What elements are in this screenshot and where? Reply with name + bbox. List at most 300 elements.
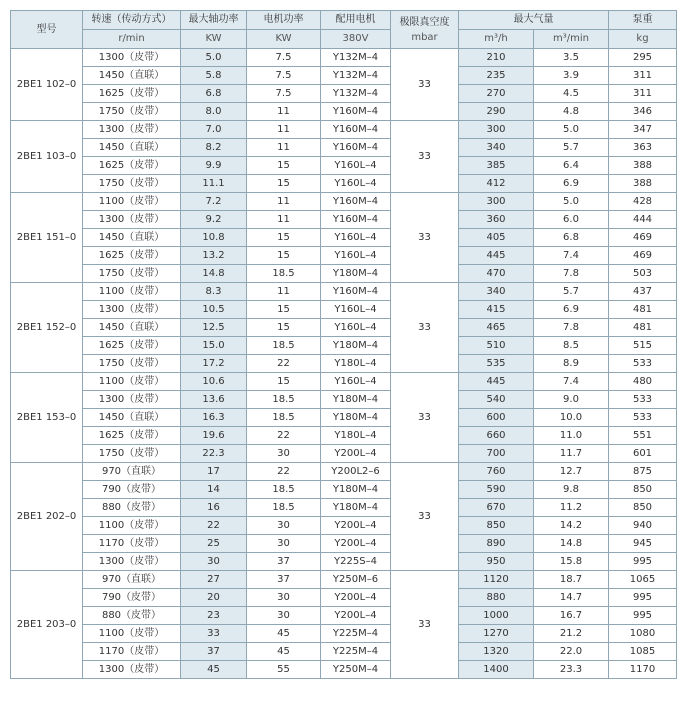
motor-model-cell: Y225S–4	[321, 553, 391, 571]
motor-model-cell: Y180L–4	[321, 427, 391, 445]
motor-model-cell: Y180M–4	[321, 337, 391, 355]
flow-min-cell: 23.3	[534, 661, 609, 679]
weight-cell: 995	[609, 589, 677, 607]
speed-cell: 790（皮带）	[83, 589, 181, 607]
flow-min-cell: 16.7	[534, 607, 609, 625]
header-speed: 转速（传动方式）	[83, 11, 181, 30]
motor-power-cell: 7.5	[247, 67, 321, 85]
motor-model-cell: Y132M–4	[321, 49, 391, 67]
motor-power-cell: 30	[247, 445, 321, 463]
model-cell: 2BE1 152–0	[11, 283, 83, 373]
motor-power-cell: 11	[247, 121, 321, 139]
shaft-power-cell: 14.8	[181, 265, 247, 283]
speed-cell: 1750（皮带）	[83, 103, 181, 121]
speed-cell: 1750（皮带）	[83, 175, 181, 193]
motor-power-cell: 22	[247, 355, 321, 373]
motor-model-cell: Y250M–4	[321, 661, 391, 679]
flow-h-cell: 590	[459, 481, 534, 499]
motor-power-cell: 15	[247, 247, 321, 265]
flow-min-cell: 11.7	[534, 445, 609, 463]
shaft-power-cell: 33	[181, 625, 247, 643]
motor-model-cell: Y160M–4	[321, 121, 391, 139]
flow-h-cell: 270	[459, 85, 534, 103]
table-row	[11, 157, 677, 175]
vacuum-cell: 33	[391, 373, 459, 463]
table-row	[11, 337, 677, 355]
motor-model-cell: Y180M–4	[321, 499, 391, 517]
motor-model-cell: Y180M–4	[321, 265, 391, 283]
shaft-power-cell: 8.0	[181, 103, 247, 121]
motor-power-cell: 30	[247, 535, 321, 553]
speed-cell: 1450（直联）	[83, 139, 181, 157]
shaft-power-cell: 9.9	[181, 157, 247, 175]
flow-min-cell: 5.7	[534, 139, 609, 157]
motor-power-cell: 15	[247, 373, 321, 391]
motor-power-cell: 18.5	[247, 481, 321, 499]
flow-min-cell: 21.2	[534, 625, 609, 643]
weight-cell: 875	[609, 463, 677, 481]
flow-h-cell: 412	[459, 175, 534, 193]
motor-model-cell: Y160L–4	[321, 157, 391, 175]
spec-table-container	[10, 10, 677, 679]
table-row	[11, 463, 677, 481]
motor-model-cell: Y200L–4	[321, 445, 391, 463]
weight-cell: 363	[609, 139, 677, 157]
flow-min-cell: 7.8	[534, 319, 609, 337]
flow-h-cell: 540	[459, 391, 534, 409]
flow-min-cell: 11.2	[534, 499, 609, 517]
weight-cell: 444	[609, 211, 677, 229]
motor-power-cell: 37	[247, 553, 321, 571]
motor-model-cell: Y225M–4	[321, 643, 391, 661]
table-row	[11, 589, 677, 607]
flow-h-cell: 415	[459, 301, 534, 319]
motor-model-cell: Y180L–4	[321, 355, 391, 373]
pump-spec-table	[10, 10, 677, 679]
speed-cell: 1625（皮带）	[83, 337, 181, 355]
shaft-power-cell: 5.0	[181, 49, 247, 67]
flow-h-cell: 1270	[459, 625, 534, 643]
shaft-power-cell: 17.2	[181, 355, 247, 373]
weight-cell: 1080	[609, 625, 677, 643]
flow-min-cell: 6.9	[534, 301, 609, 319]
shaft-power-cell: 15.0	[181, 337, 247, 355]
flow-min-cell: 8.5	[534, 337, 609, 355]
shaft-power-cell: 12.5	[181, 319, 247, 337]
flow-min-cell: 9.8	[534, 481, 609, 499]
weight-cell: 480	[609, 373, 677, 391]
motor-model-cell: Y132M–4	[321, 85, 391, 103]
flow-min-cell: 15.8	[534, 553, 609, 571]
motor-power-cell: 18.5	[247, 409, 321, 427]
speed-cell: 1300（皮带）	[83, 301, 181, 319]
unit-motor-power: KW	[247, 30, 321, 49]
flow-min-cell: 6.9	[534, 175, 609, 193]
speed-cell: 1450（直联）	[83, 319, 181, 337]
shaft-power-cell: 14	[181, 481, 247, 499]
weight-cell: 481	[609, 301, 677, 319]
speed-cell: 1625（皮带）	[83, 85, 181, 103]
flow-min-cell: 7.4	[534, 373, 609, 391]
motor-power-cell: 30	[247, 517, 321, 535]
flow-min-cell: 5.0	[534, 193, 609, 211]
weight-cell: 311	[609, 67, 677, 85]
shaft-power-cell: 16.3	[181, 409, 247, 427]
table-row	[11, 121, 677, 139]
motor-model-cell: Y160M–4	[321, 283, 391, 301]
motor-power-cell: 18.5	[247, 499, 321, 517]
unit-weight: kg	[609, 30, 677, 49]
speed-cell: 1300（皮带）	[83, 391, 181, 409]
motor-model-cell: Y200L–4	[321, 535, 391, 553]
flow-h-cell: 1000	[459, 607, 534, 625]
speed-cell: 1300（皮带）	[83, 49, 181, 67]
flow-h-cell: 950	[459, 553, 534, 571]
table-row	[11, 571, 677, 589]
motor-model-cell: Y250M–6	[321, 571, 391, 589]
motor-model-cell: Y160M–4	[321, 193, 391, 211]
model-cell: 2BE1 102–0	[11, 49, 83, 121]
shaft-power-cell: 9.2	[181, 211, 247, 229]
unit-flow-h: m³/h	[459, 30, 534, 49]
flow-h-cell: 300	[459, 193, 534, 211]
motor-model-cell: Y180M–4	[321, 481, 391, 499]
motor-model-cell: Y225M–4	[321, 625, 391, 643]
motor-model-cell: Y160M–4	[321, 139, 391, 157]
speed-cell: 880（皮带）	[83, 499, 181, 517]
table-row	[11, 319, 677, 337]
header-weight: 泵重	[609, 11, 677, 30]
speed-cell: 1100（皮带）	[83, 283, 181, 301]
table-row	[11, 661, 677, 679]
motor-power-cell: 37	[247, 571, 321, 589]
model-cell: 2BE1 103–0	[11, 121, 83, 193]
table-row	[11, 445, 677, 463]
shaft-power-cell: 45	[181, 661, 247, 679]
shaft-power-cell: 10.8	[181, 229, 247, 247]
motor-power-cell: 15	[247, 301, 321, 319]
speed-cell: 1170（皮带）	[83, 535, 181, 553]
motor-model-cell: Y160L–4	[321, 175, 391, 193]
motor-power-cell: 11	[247, 193, 321, 211]
flow-min-cell: 22.0	[534, 643, 609, 661]
flow-min-cell: 10.0	[534, 409, 609, 427]
header-vacuum-label: 极限真空度	[399, 16, 450, 28]
speed-cell: 1100（皮带）	[83, 193, 181, 211]
speed-cell: 1625（皮带）	[83, 157, 181, 175]
shaft-power-cell: 11.1	[181, 175, 247, 193]
flow-h-cell: 1320	[459, 643, 534, 661]
weight-cell: 515	[609, 337, 677, 355]
table-row	[11, 49, 677, 67]
weight-cell: 311	[609, 85, 677, 103]
motor-model-cell: Y200L2–6	[321, 463, 391, 481]
weight-cell: 347	[609, 121, 677, 139]
motor-model-cell: Y160L–4	[321, 319, 391, 337]
flow-h-cell: 405	[459, 229, 534, 247]
flow-min-cell: 8.9	[534, 355, 609, 373]
motor-power-cell: 18.5	[247, 337, 321, 355]
flow-min-cell: 3.5	[534, 49, 609, 67]
flow-h-cell: 850	[459, 517, 534, 535]
unit-flow-min: m³/min	[534, 30, 609, 49]
table-row	[11, 67, 677, 85]
table-row	[11, 265, 677, 283]
speed-cell: 970（直联）	[83, 571, 181, 589]
flow-min-cell: 3.9	[534, 67, 609, 85]
motor-model-cell: Y200L–4	[321, 607, 391, 625]
flow-min-cell: 6.4	[534, 157, 609, 175]
header-motor: 配用电机	[321, 11, 391, 30]
shaft-power-cell: 16	[181, 499, 247, 517]
weight-cell: 940	[609, 517, 677, 535]
flow-min-cell: 4.8	[534, 103, 609, 121]
speed-cell: 1450（直联）	[83, 229, 181, 247]
table-row	[11, 409, 677, 427]
motor-model-cell: Y180M–4	[321, 391, 391, 409]
speed-cell: 1100（皮带）	[83, 373, 181, 391]
speed-cell: 1100（皮带）	[83, 625, 181, 643]
speed-cell: 1300（皮带）	[83, 553, 181, 571]
flow-h-cell: 235	[459, 67, 534, 85]
flow-min-cell: 4.5	[534, 85, 609, 103]
flow-h-cell: 670	[459, 499, 534, 517]
motor-model-cell: Y160L–4	[321, 301, 391, 319]
flow-min-cell: 14.7	[534, 589, 609, 607]
table-body	[11, 49, 677, 679]
motor-model-cell: Y180M–4	[321, 409, 391, 427]
flow-min-cell: 18.7	[534, 571, 609, 589]
shaft-power-cell: 30	[181, 553, 247, 571]
table-row	[11, 85, 677, 103]
weight-cell: 437	[609, 283, 677, 301]
motor-model-cell: Y200L–4	[321, 517, 391, 535]
vacuum-cell: 33	[391, 463, 459, 571]
flow-h-cell: 465	[459, 319, 534, 337]
flow-h-cell: 360	[459, 211, 534, 229]
table-header	[11, 11, 677, 49]
weight-cell: 850	[609, 499, 677, 517]
motor-power-cell: 45	[247, 643, 321, 661]
weight-cell: 388	[609, 175, 677, 193]
weight-cell: 469	[609, 247, 677, 265]
flow-h-cell: 445	[459, 373, 534, 391]
shaft-power-cell: 17	[181, 463, 247, 481]
flow-h-cell: 210	[459, 49, 534, 67]
shaft-power-cell: 10.6	[181, 373, 247, 391]
flow-min-cell: 11.0	[534, 427, 609, 445]
weight-cell: 469	[609, 229, 677, 247]
motor-model-cell: Y160L–4	[321, 247, 391, 265]
speed-cell: 790（皮带）	[83, 481, 181, 499]
vacuum-cell: 33	[391, 193, 459, 283]
flow-h-cell: 1120	[459, 571, 534, 589]
weight-cell: 995	[609, 553, 677, 571]
flow-h-cell: 470	[459, 265, 534, 283]
weight-cell: 346	[609, 103, 677, 121]
motor-power-cell: 7.5	[247, 49, 321, 67]
speed-cell: 1750（皮带）	[83, 355, 181, 373]
flow-min-cell: 6.0	[534, 211, 609, 229]
motor-power-cell: 15	[247, 229, 321, 247]
flow-min-cell: 5.0	[534, 121, 609, 139]
weight-cell: 850	[609, 481, 677, 499]
flow-h-cell: 445	[459, 247, 534, 265]
speed-cell: 880（皮带）	[83, 607, 181, 625]
table-row	[11, 499, 677, 517]
flow-h-cell: 660	[459, 427, 534, 445]
table-row	[11, 427, 677, 445]
weight-cell: 481	[609, 319, 677, 337]
motor-power-cell: 11	[247, 103, 321, 121]
shaft-power-cell: 7.2	[181, 193, 247, 211]
motor-power-cell: 30	[247, 607, 321, 625]
flow-h-cell: 510	[459, 337, 534, 355]
shaft-power-cell: 7.0	[181, 121, 247, 139]
flow-h-cell: 340	[459, 283, 534, 301]
shaft-power-cell: 22	[181, 517, 247, 535]
table-row	[11, 229, 677, 247]
model-cell: 2BE1 202–0	[11, 463, 83, 571]
table-row	[11, 193, 677, 211]
speed-cell: 1300（皮带）	[83, 661, 181, 679]
flow-h-cell: 290	[459, 103, 534, 121]
speed-cell: 1300（皮带）	[83, 121, 181, 139]
speed-cell: 1300（皮带）	[83, 211, 181, 229]
weight-cell: 995	[609, 607, 677, 625]
unit-motor: 380V	[321, 30, 391, 49]
flow-min-cell: 5.7	[534, 283, 609, 301]
flow-h-cell: 760	[459, 463, 534, 481]
flow-min-cell: 12.7	[534, 463, 609, 481]
shaft-power-cell: 19.6	[181, 427, 247, 445]
motor-model-cell: Y132M–4	[321, 67, 391, 85]
table-row	[11, 607, 677, 625]
flow-min-cell: 14.8	[534, 535, 609, 553]
weight-cell: 533	[609, 409, 677, 427]
motor-power-cell: 22	[247, 427, 321, 445]
shaft-power-cell: 8.3	[181, 283, 247, 301]
flow-min-cell: 6.8	[534, 229, 609, 247]
flow-h-cell: 300	[459, 121, 534, 139]
flow-h-cell: 880	[459, 589, 534, 607]
header-vacuum	[391, 11, 459, 49]
model-cell: 2BE1 151–0	[11, 193, 83, 283]
table-row	[11, 535, 677, 553]
table-row	[11, 139, 677, 157]
shaft-power-cell: 6.8	[181, 85, 247, 103]
flow-h-cell: 1400	[459, 661, 534, 679]
shaft-power-cell: 37	[181, 643, 247, 661]
motor-power-cell: 15	[247, 175, 321, 193]
weight-cell: 601	[609, 445, 677, 463]
shaft-power-cell: 10.5	[181, 301, 247, 319]
speed-cell: 1450（直联）	[83, 67, 181, 85]
speed-cell: 1750（皮带）	[83, 445, 181, 463]
header-vacuum-unit: mbar	[411, 31, 438, 43]
table-row	[11, 517, 677, 535]
table-row	[11, 643, 677, 661]
weight-cell: 388	[609, 157, 677, 175]
flow-min-cell: 7.8	[534, 265, 609, 283]
flow-h-cell: 535	[459, 355, 534, 373]
motor-power-cell: 15	[247, 319, 321, 337]
motor-model-cell: Y160M–4	[321, 211, 391, 229]
table-row	[11, 625, 677, 643]
speed-cell: 1750（皮带）	[83, 265, 181, 283]
weight-cell: 1085	[609, 643, 677, 661]
flow-h-cell: 890	[459, 535, 534, 553]
vacuum-cell: 33	[391, 571, 459, 679]
motor-power-cell: 15	[247, 157, 321, 175]
speed-cell: 970（直联）	[83, 463, 181, 481]
flow-h-cell: 340	[459, 139, 534, 157]
table-row	[11, 103, 677, 121]
table-row	[11, 175, 677, 193]
shaft-power-cell: 22.3	[181, 445, 247, 463]
motor-model-cell: Y200L–4	[321, 589, 391, 607]
motor-power-cell: 45	[247, 625, 321, 643]
table-row	[11, 247, 677, 265]
motor-power-cell: 30	[247, 589, 321, 607]
motor-power-cell: 55	[247, 661, 321, 679]
model-cell: 2BE1 153–0	[11, 373, 83, 463]
weight-cell: 1170	[609, 661, 677, 679]
motor-power-cell: 18.5	[247, 265, 321, 283]
speed-cell: 1100（皮带）	[83, 517, 181, 535]
table-row	[11, 553, 677, 571]
weight-cell: 503	[609, 265, 677, 283]
weight-cell: 533	[609, 391, 677, 409]
table-row	[11, 391, 677, 409]
table-row	[11, 481, 677, 499]
shaft-power-cell: 25	[181, 535, 247, 553]
table-row	[11, 373, 677, 391]
vacuum-cell: 33	[391, 283, 459, 373]
speed-cell: 1625（皮带）	[83, 427, 181, 445]
motor-power-cell: 22	[247, 463, 321, 481]
vacuum-cell: 33	[391, 49, 459, 121]
speed-cell: 1625（皮带）	[83, 247, 181, 265]
shaft-power-cell: 20	[181, 589, 247, 607]
weight-cell: 945	[609, 535, 677, 553]
model-cell: 2BE1 203–0	[11, 571, 83, 679]
weight-cell: 295	[609, 49, 677, 67]
motor-power-cell: 11	[247, 283, 321, 301]
table-row	[11, 355, 677, 373]
flow-h-cell: 600	[459, 409, 534, 427]
flow-h-cell: 385	[459, 157, 534, 175]
shaft-power-cell: 23	[181, 607, 247, 625]
motor-power-cell: 18.5	[247, 391, 321, 409]
motor-power-cell: 11	[247, 139, 321, 157]
flow-min-cell: 9.0	[534, 391, 609, 409]
vacuum-cell: 33	[391, 121, 459, 193]
header-row	[11, 11, 677, 30]
weight-cell: 428	[609, 193, 677, 211]
motor-model-cell: Y160L–4	[321, 229, 391, 247]
table-row	[11, 211, 677, 229]
header-motor-power: 电机功率	[247, 11, 321, 30]
header-shaft-power: 最大轴功率	[181, 11, 247, 30]
header-airflow: 最大气量	[459, 11, 609, 30]
flow-min-cell: 7.4	[534, 247, 609, 265]
motor-power-cell: 7.5	[247, 85, 321, 103]
motor-power-cell: 11	[247, 211, 321, 229]
shaft-power-cell: 13.2	[181, 247, 247, 265]
weight-cell: 1065	[609, 571, 677, 589]
shaft-power-cell: 5.8	[181, 67, 247, 85]
